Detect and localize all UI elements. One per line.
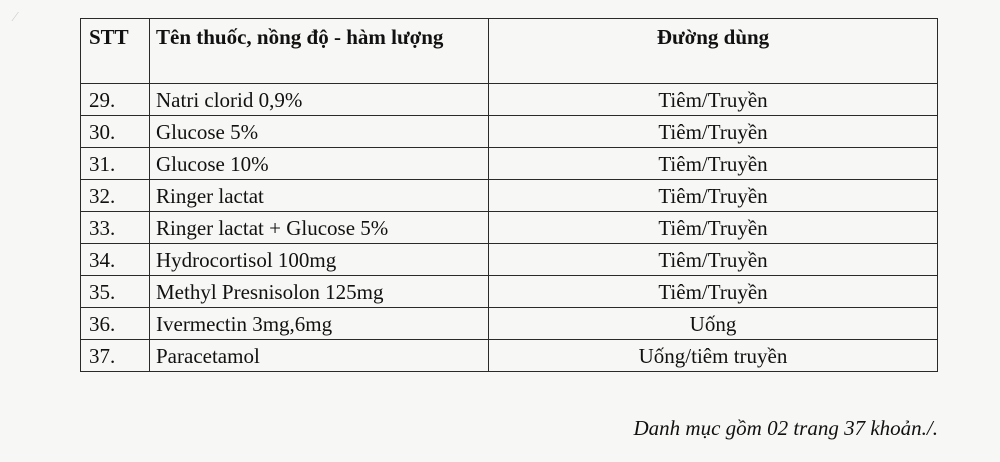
cell-stt: 34. <box>81 244 150 276</box>
table-row <box>81 148 938 180</box>
table-header-row <box>81 19 938 84</box>
table-row <box>81 340 938 372</box>
table-row <box>81 212 938 244</box>
cell-route: Tiêm/Truyền <box>489 180 938 212</box>
cell-medicine-name: Methyl Presnisolon 125mg <box>150 276 489 308</box>
medicine-table <box>80 18 938 372</box>
header-route: Đường dùng <box>489 19 938 84</box>
cell-stt: 35. <box>81 276 150 308</box>
table-row <box>81 180 938 212</box>
footer-note: Danh mục gồm 02 trang 37 khoản./. <box>633 416 938 440</box>
cell-medicine-name: Hydrocortisol 100mg <box>150 244 489 276</box>
header-stt: STT <box>81 19 150 84</box>
header-medicine-name: Tên thuốc, nồng độ - hàm lượng <box>150 19 489 84</box>
cell-route: Uống <box>489 308 938 340</box>
table-row <box>81 244 938 276</box>
cell-medicine-name: Ringer lactat + Glucose 5% <box>150 212 489 244</box>
cell-medicine-name: Glucose 10% <box>150 148 489 180</box>
table-row <box>81 308 938 340</box>
cell-route: Tiêm/Truyền <box>489 148 938 180</box>
cell-route: Tiêm/Truyền <box>489 244 938 276</box>
cell-medicine-name: Ringer lactat <box>150 180 489 212</box>
cell-route: Tiêm/Truyền <box>489 116 938 148</box>
cell-medicine-name: Ivermectin 3mg,6mg <box>150 308 489 340</box>
cell-stt: 30. <box>81 116 150 148</box>
cell-route: Tiêm/Truyền <box>489 84 938 116</box>
cell-stt: 33. <box>81 212 150 244</box>
cell-stt: 36. <box>81 308 150 340</box>
table-row <box>81 84 938 116</box>
corner-mark-icon: ⁄ <box>14 10 17 25</box>
table-row <box>81 276 938 308</box>
cell-route: Uống/tiêm truyền <box>489 340 938 372</box>
table-row <box>81 116 938 148</box>
cell-medicine-name: Glucose 5% <box>150 116 489 148</box>
cell-route: Tiêm/Truyền <box>489 276 938 308</box>
cell-stt: 31. <box>81 148 150 180</box>
cell-route: Tiêm/Truyền <box>489 212 938 244</box>
cell-stt: 29. <box>81 84 150 116</box>
cell-medicine-name: Natri clorid 0,9% <box>150 84 489 116</box>
cell-stt: 37. <box>81 340 150 372</box>
cell-medicine-name: Paracetamol <box>150 340 489 372</box>
cell-stt: 32. <box>81 180 150 212</box>
